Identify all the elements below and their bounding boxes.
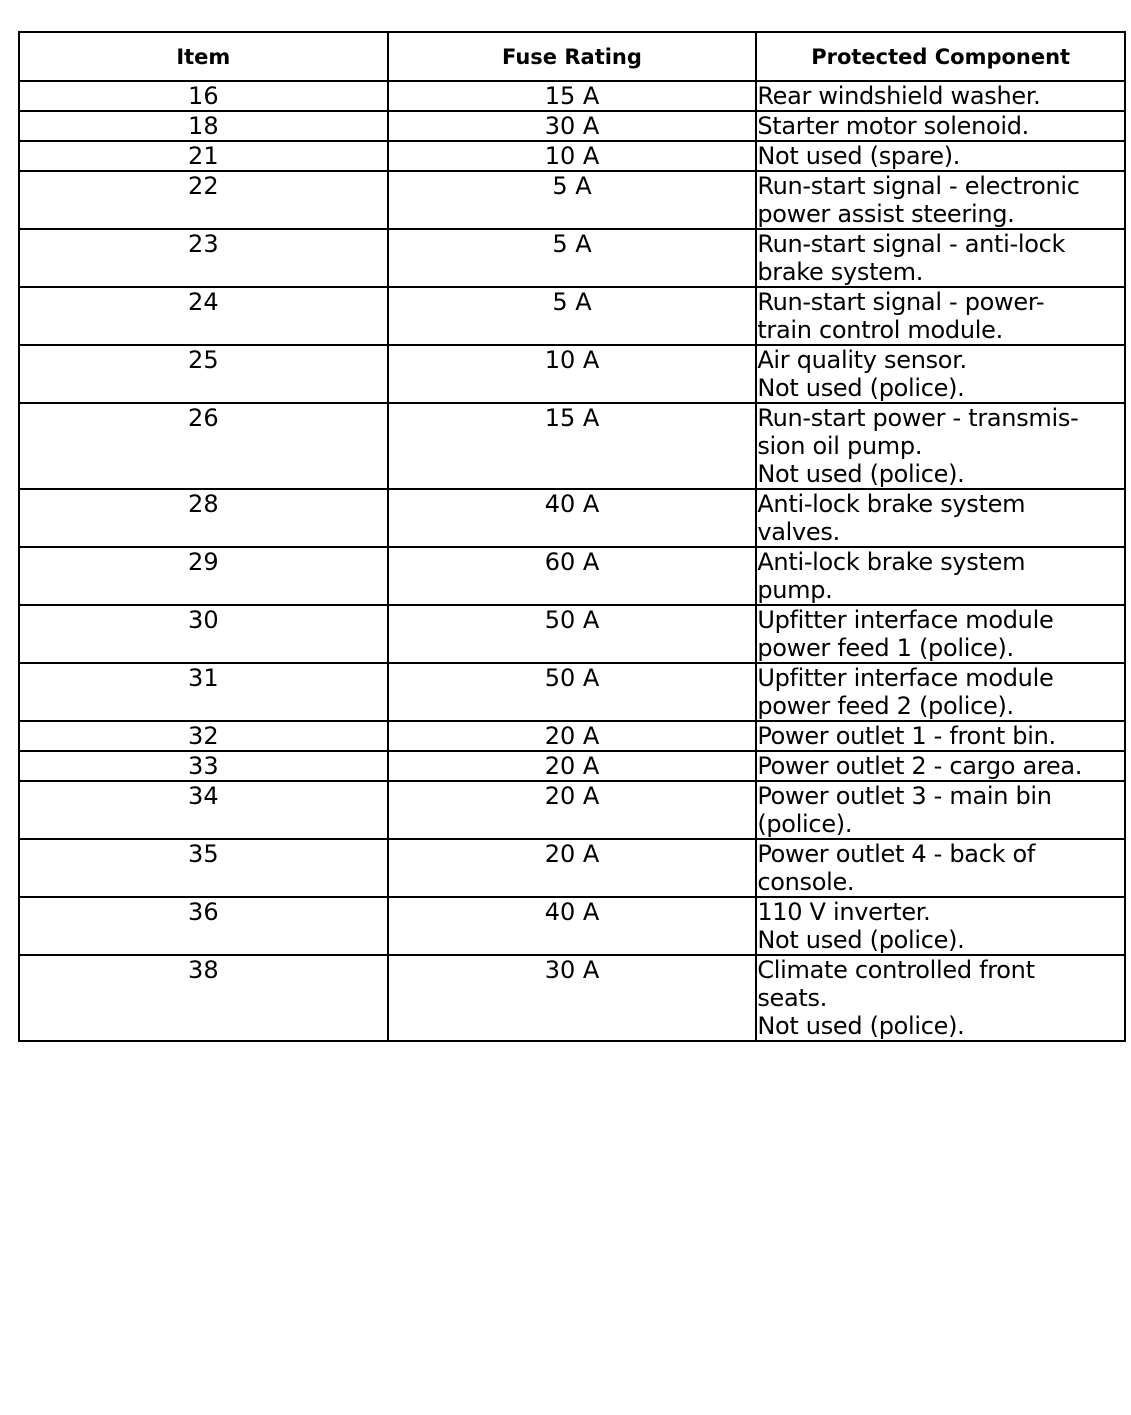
protected-component	[756, 751, 1125, 781]
fuse-rating: 15 A	[388, 403, 757, 489]
table-header-row	[19, 32, 1125, 81]
table-row	[19, 111, 1125, 141]
component-text-line: (police).	[757, 810, 853, 838]
protected-component	[756, 141, 1125, 171]
protected-component	[756, 897, 1125, 955]
item-number: 18	[19, 111, 388, 141]
item-number: 35	[19, 839, 388, 897]
component-text-line: sion oil pump.	[757, 432, 923, 460]
component-text-line: pump.	[757, 576, 833, 604]
header-fuse-rating: Fuse Rating	[388, 32, 757, 81]
item-number: 24	[19, 287, 388, 345]
protected-component	[756, 781, 1125, 839]
fuse-rating: 10 A	[388, 345, 757, 403]
component-text-line: Upfitter interface module	[757, 606, 1054, 634]
component-text-line: Not used (spare).	[757, 142, 961, 170]
component-text-line: train control module.	[757, 316, 1003, 344]
fuse-rating: 20 A	[388, 721, 757, 751]
fuse-rating: 30 A	[388, 111, 757, 141]
protected-component	[756, 547, 1125, 605]
item-number: 36	[19, 897, 388, 955]
fuse-rating: 5 A	[388, 287, 757, 345]
table-row	[19, 721, 1125, 751]
table-row	[19, 955, 1125, 1041]
fuse-rating: 5 A	[388, 229, 757, 287]
protected-component	[756, 287, 1125, 345]
table-row	[19, 781, 1125, 839]
component-text-line: Upfitter interface module	[757, 664, 1054, 692]
component-text-line: Not used (police).	[757, 1012, 965, 1040]
component-text-line: seats.	[757, 984, 828, 1012]
protected-component	[756, 663, 1125, 721]
protected-component	[756, 489, 1125, 547]
fuse-table	[18, 31, 1126, 1042]
table-body	[19, 81, 1125, 1041]
item-number: 21	[19, 141, 388, 171]
item-number: 28	[19, 489, 388, 547]
component-text-line: Climate controlled front	[757, 956, 1035, 984]
table-row	[19, 751, 1125, 781]
table-row	[19, 403, 1125, 489]
table-row	[19, 605, 1125, 663]
table-row	[19, 287, 1125, 345]
protected-component	[756, 839, 1125, 897]
component-text-line: Anti-lock brake system	[757, 548, 1026, 576]
fuse-rating: 15 A	[388, 81, 757, 111]
component-text-line: power assist steering.	[757, 200, 1015, 228]
fuse-rating: 60 A	[388, 547, 757, 605]
component-text-line: console.	[757, 868, 855, 896]
table-row	[19, 345, 1125, 403]
header-protected-component: Protected Component	[756, 32, 1125, 81]
table-row	[19, 839, 1125, 897]
protected-component	[756, 171, 1125, 229]
table-row	[19, 663, 1125, 721]
component-text-line: Power outlet 3 - main bin	[757, 782, 1052, 810]
item-number: 30	[19, 605, 388, 663]
table-row	[19, 81, 1125, 111]
protected-component	[756, 403, 1125, 489]
item-number: 25	[19, 345, 388, 403]
item-number: 16	[19, 81, 388, 111]
item-number: 33	[19, 751, 388, 781]
fuse-rating: 40 A	[388, 489, 757, 547]
fuse-rating: 30 A	[388, 955, 757, 1041]
item-number: 23	[19, 229, 388, 287]
fuse-rating: 50 A	[388, 605, 757, 663]
component-text-line: Air quality sensor.	[757, 346, 967, 374]
table-row	[19, 171, 1125, 229]
header-item: Item	[19, 32, 388, 81]
item-number: 32	[19, 721, 388, 751]
component-text-line: Power outlet 4 - back of	[757, 840, 1036, 868]
table-row	[19, 489, 1125, 547]
fuse-rating: 50 A	[388, 663, 757, 721]
item-number: 29	[19, 547, 388, 605]
table-row	[19, 897, 1125, 955]
item-number: 34	[19, 781, 388, 839]
protected-component	[756, 111, 1125, 141]
protected-component	[756, 605, 1125, 663]
protected-component	[756, 229, 1125, 287]
protected-component	[756, 345, 1125, 403]
component-text-line: 110 V inverter.	[757, 898, 931, 926]
component-text-line: power feed 1 (police).	[757, 634, 1014, 662]
table-row	[19, 229, 1125, 287]
fuse-rating: 5 A	[388, 171, 757, 229]
component-text-line: valves.	[757, 518, 840, 546]
component-text-line: Run-start signal - power-	[757, 288, 1045, 316]
protected-component	[756, 81, 1125, 111]
component-text-line: brake system.	[757, 258, 924, 286]
component-text-line: power feed 2 (police).	[757, 692, 1014, 720]
item-number: 38	[19, 955, 388, 1041]
table-row	[19, 141, 1125, 171]
item-number: 26	[19, 403, 388, 489]
component-text-line: Run-start power - transmis-	[757, 404, 1079, 432]
fuse-rating: 20 A	[388, 839, 757, 897]
item-number: 22	[19, 171, 388, 229]
component-text-line: Starter motor solenoid.	[757, 112, 1030, 140]
protected-component	[756, 721, 1125, 751]
component-text-line: Rear windshield washer.	[757, 82, 1041, 110]
component-text-line: Not used (police).	[757, 374, 965, 402]
component-text-line: Power outlet 2 - cargo area.	[757, 752, 1083, 780]
fuse-rating: 20 A	[388, 751, 757, 781]
protected-component	[756, 955, 1125, 1041]
item-number: 31	[19, 663, 388, 721]
fuse-rating: 40 A	[388, 897, 757, 955]
component-text-line: Run-start signal - electronic	[757, 172, 1080, 200]
component-text-line: Not used (police).	[757, 460, 965, 488]
component-text-line: Power outlet 1 - front bin.	[757, 722, 1056, 750]
table-row	[19, 547, 1125, 605]
component-text-line: Anti-lock brake system	[757, 490, 1026, 518]
component-text-line: Run-start signal - anti-lock	[757, 230, 1066, 258]
component-text-line: Not used (police).	[757, 926, 965, 954]
fuse-rating: 20 A	[388, 781, 757, 839]
fuse-rating: 10 A	[388, 141, 757, 171]
